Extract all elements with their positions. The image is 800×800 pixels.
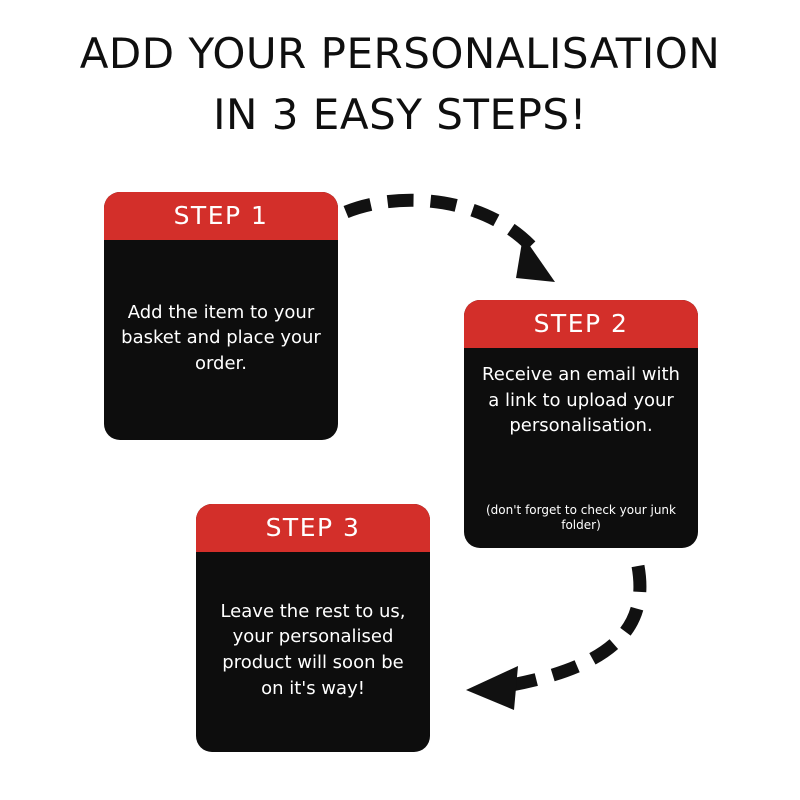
step-card-2-body: Receive an email with a link to upload your personalisation. <box>482 364 680 437</box>
step-card-2 <box>464 300 698 548</box>
step-card-3-body: Leave the rest to us, your personalised product will soon be on it's way! <box>220 600 406 699</box>
page-title <box>0 24 800 146</box>
page-title-line-2: IN 3 EASY STEPS! <box>213 89 587 139</box>
step-card-1-body: Add the item to your basket and place your order. <box>121 301 321 374</box>
step-card-1 <box>104 192 338 440</box>
step-card-3 <box>196 504 430 752</box>
step-card-2-title: STEP 2 <box>464 300 698 348</box>
arrow-step2-to-step3-icon <box>452 560 652 720</box>
page-title-line-1: ADD YOUR PERSONALISATION <box>79 29 721 78</box>
step-card-2-note: (don't forget to check your junk folder) <box>486 502 676 533</box>
step-card-3-title: STEP 3 <box>196 504 430 552</box>
arrow-step1-to-step2-icon <box>340 190 580 300</box>
step-card-1-title: STEP 1 <box>104 192 338 240</box>
